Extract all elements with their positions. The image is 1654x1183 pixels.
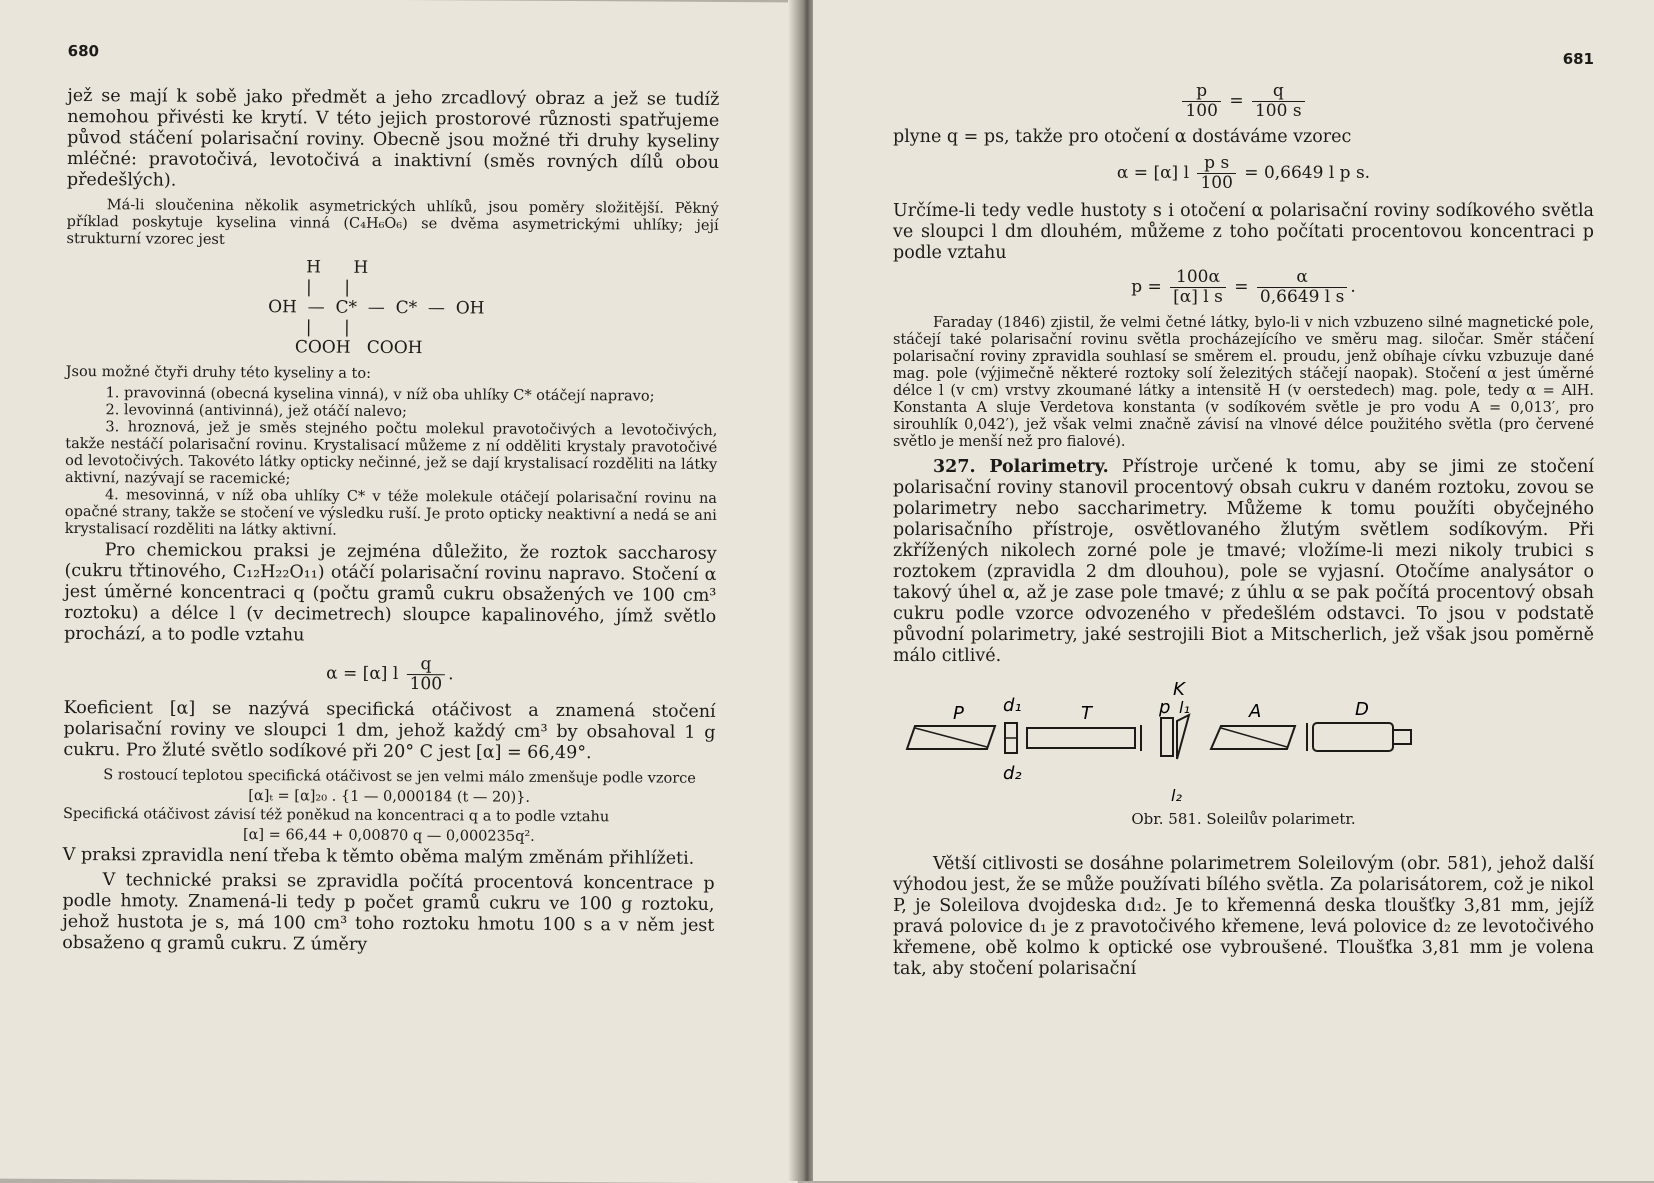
equation: [893, 82, 1594, 121]
equation-left: α = [α] l: [326, 663, 399, 684]
polarimeter-diagram: [903, 681, 1523, 806]
paragraph: [893, 457, 1594, 667]
paragraph: plyne q = ps, takže pro otočení α dostáváme vzorec: [893, 127, 1352, 147]
equation: [893, 268, 1594, 307]
denominator: 100 s: [1254, 101, 1302, 121]
numerator: q: [407, 655, 446, 675]
equation-end: .: [448, 664, 454, 685]
tube-shape: [1027, 728, 1135, 748]
equation-end: .: [1350, 277, 1356, 297]
list-item: 2. levovinná (antivinná), jež otáčí nalevo;: [105, 402, 407, 421]
numerator: α: [1257, 268, 1347, 288]
fraction: [1170, 268, 1226, 307]
denominator: 100: [1200, 173, 1233, 193]
page-number: 681: [1562, 50, 1594, 68]
fraction: [407, 655, 446, 694]
denominator: 0,6649 l s: [1259, 287, 1345, 307]
figure-label-d2: d₂: [1003, 763, 1022, 784]
fraction: [1197, 154, 1235, 193]
figure-label-l1: l₁: [1179, 698, 1190, 717]
list-item: 3. hroznová, jež je směs stejného počtu molekul pravotočivých a levotočivých, takže nestáčí polarisační rovinu. Krystalisací můžeme z ní odděliti krystaly pravotočivé od levotočivých. Takovéto látky opticky nečinné, jež se dají krystalisací rozděliti na látky aktivní, nazývají se racemické;: [65, 419, 718, 488]
figure-caption: Obr. 581. Soleilův polarimetr.: [1131, 810, 1356, 828]
paragraph: Jsou možné čtyři druhy této kyseliny a to:: [65, 363, 372, 382]
fraction: [1257, 268, 1347, 307]
figure-label-T: T: [1081, 703, 1092, 724]
numerator: q: [1252, 82, 1305, 102]
list-item: 4. mesovinná, v níž oba uhlíky C* v téže molekule otáčejí polarisační rovinu na opačné strany, takže se stočení ve výsledku ruší. Je proto opticky neaktivní a nedá se ani krystalisací rozděliti na látky aktivní.: [64, 487, 718, 539]
numerator: 100α: [1170, 268, 1226, 288]
denominator: 100: [1185, 101, 1218, 121]
paragraph: Větší citlivosti se dosáhne polarimetrem Soleilovým (obr. 581), jehož další výhodou jest, že se může používati bílého světla. Za polarisátorem, což je nikol P, je Soleilova dvojdeska d₁d₂. Je to křemenná deska tloušťky 3,81 mm, jejíž pravá polovice d₁ je z pravotočivého křemene, levá polovice d₂ ze levotočivého křemene, obě kolmo k optické ose vybroušené. Tloušťka 3,81 mm je volena tak, aby stočení polarisační: [893, 854, 1594, 979]
numerator: p s: [1197, 154, 1235, 174]
paragraph-text: Přístroje určené k tomu, aby se jimi ze stočení polarisační roviny stanovil procentový obsah cukru v daném roztoku, zovou se polarimetry nebo saccharimetry. Můžeme k tomu použíti obyčejného polarisačního přístroje, osvětlovaného žlutým světlem sodíkovým. Při zkřížených nikolech zorné pole je tmavé; vložíme-li mezi nikoly trubici s roztokem (zpravidla 2 dm dlouhou), pole se vyjasní. Otočíme analysátor o takový úhel α, až je zase pole tmavé; z úhlu α se pak počítá procentový obsah cukru podle vzorce odvozeného v předešlém odstavci. To jsou v podstatě původní polarimetry, jaké sestrojili Biot a Mitscherlich, jež však jsou poměrně málo citlivé.: [893, 457, 1594, 666]
equation-left: p =: [1131, 277, 1162, 297]
figure-label-P: P: [953, 703, 964, 724]
equation-left: α = [α] l: [1116, 163, 1190, 183]
polarimeter-figure: [893, 681, 1594, 806]
left-page: [0, 0, 805, 1183]
paragraph: Určíme-li tedy vedle hustoty s i otočení α polarisační roviny sodíkového světla ve sloupci l dm dlouhém, můžeme z toho počítati procentovou koncentraci p podle vztahu: [893, 201, 1594, 263]
compensator-shape: [1161, 718, 1173, 756]
equation: [64, 653, 716, 696]
fraction: [1182, 82, 1220, 121]
fraction: [1252, 82, 1305, 121]
figure-label-p: p: [1159, 697, 1171, 718]
structural-formula: H H | | OH — C* — C* — OH | | COOH COOH: [267, 257, 485, 359]
figure-label-D: D: [1355, 699, 1369, 720]
paragraph: V praksi zpravidla není třeba k těmto oběma malým změnám přihlížeti.: [62, 844, 695, 869]
figure-label-l2: l₂: [1171, 786, 1182, 805]
paragraph: Specifická otáčivost závisí též poněkud na koncentraci q a to podle vztahu: [62, 805, 610, 826]
list-item: 1. pravovinná (obecná kyselina vinná), v níž oba uhlíky C* otáčejí napravo;: [105, 385, 655, 405]
figure-label-K: K: [1173, 681, 1185, 700]
paragraph: S rostoucí teplotou specifická otáčivost se jen velmi málo zmenšuje podle vzorce: [103, 767, 696, 787]
equation-right: = 0,6649 l p s.: [1244, 163, 1371, 183]
equals-sign: =: [1234, 277, 1249, 297]
equation: [893, 154, 1594, 193]
paragraph: Koeficient [α] se nazývá specifická otáčivost a znamená stočení polarisační roviny ve sloupci 1 dm, jehož každý cm³ by obsahoval 1 g cukru. Pro žluté světlo sodíkové při 20° C jest [α] = 66,49°.: [63, 697, 716, 764]
equation: [α]ₜ = [α]₂₀ . {1 — 0,000184 (t — 20)}.: [248, 788, 531, 806]
denominator: 100: [409, 674, 443, 695]
numerator: p: [1182, 82, 1220, 102]
paragraph: Pro chemickou praksi je zejména důležito, že roztok saccharosy (cukru třtinového, C₁₂H₂₂O₁₁) otáčí polarisační rovinu napravo. Stočení α jest úměrné koncentraci q (počtu gramů cukru obsažených ve 100 cm³ roztoku) a délce l (v decimetrech) sloupce kapalinového, jímž světlo prochází, a to podle vztahu: [64, 540, 717, 646]
paragraph: Má-li sloučenina několik asymetrických uhlíků, jsou poměry složitější. Pěkný příklad poskytuje kyselina vinná (C₄H₆O₆) se dvěma asymetrickými uhlíky; její strukturní vzorec jest: [66, 197, 719, 248]
equation: [α] = 66,44 + 0,00870 q — 0,000235q².: [242, 827, 535, 845]
equals-sign: =: [1229, 91, 1244, 111]
figure-label-d1: d₁: [1003, 695, 1022, 716]
paragraph: Faraday (1846) zjistil, že velmi četné látky, bylo-li v nich vzbuzeno silné magnetické pole, stáčejí také polarisační rovinu světla procházejícího ve směru mag. siločar. Směr stáčení polarisační roviny zpravidla souhlasí se směrem el. proudu, jenž obíhaje cívku vzbuzuje dané mag. pole (výjimečně některé roztoky solí železitých stáčejí naopak). Stočení α jest úměrné délce l (v cm) vrstvy zkoumané látky a intensitě H (v oerstedech) mag. pole, tedy α = AlH. Konstanta A sluje Verdetova konstanta (v sodíkovém světle je pro vodu A = 0,013′, pro sirouhlík 0,042′), jež však velmi značně závisí na vlnové délce použitého světla (pro červené světlo je menší než pro fialové).: [893, 315, 1594, 450]
denominator: [α] l s: [1173, 287, 1223, 307]
section-heading: 327. Polarimetry.: [933, 457, 1109, 477]
figure-label-A: A: [1249, 701, 1262, 722]
page-number: 680: [67, 41, 100, 61]
paragraph: V technické praksi se zpravidla počítá procentová koncentrace p podle hmoty. Znamená-li tedy p počet gramů cukru ve 100 g roztoku, jehož hustota je s, má 100 cm³ toho roztoku hmotu 100 s a v něm jest obsaženo q gramů cukru. Z úměry: [62, 870, 715, 955]
wedge-shape: [1177, 715, 1189, 759]
right-page: [813, 0, 1654, 1181]
paragraph: jež se mají k sobě jako předmět a jeho zrcadlový obraz a jež se tudíž nemohou přivésti ke krytí. V této jejich prostorové různosti spatřujeme původ stáčení polarisační roviny. Obecně jsou možné tři druhy kyseliny mléčné: pravotočivá, levotočivá a inaktivní (směs rovných dílů obou předešlých).: [66, 85, 720, 191]
telescope-shape: [1313, 723, 1393, 751]
